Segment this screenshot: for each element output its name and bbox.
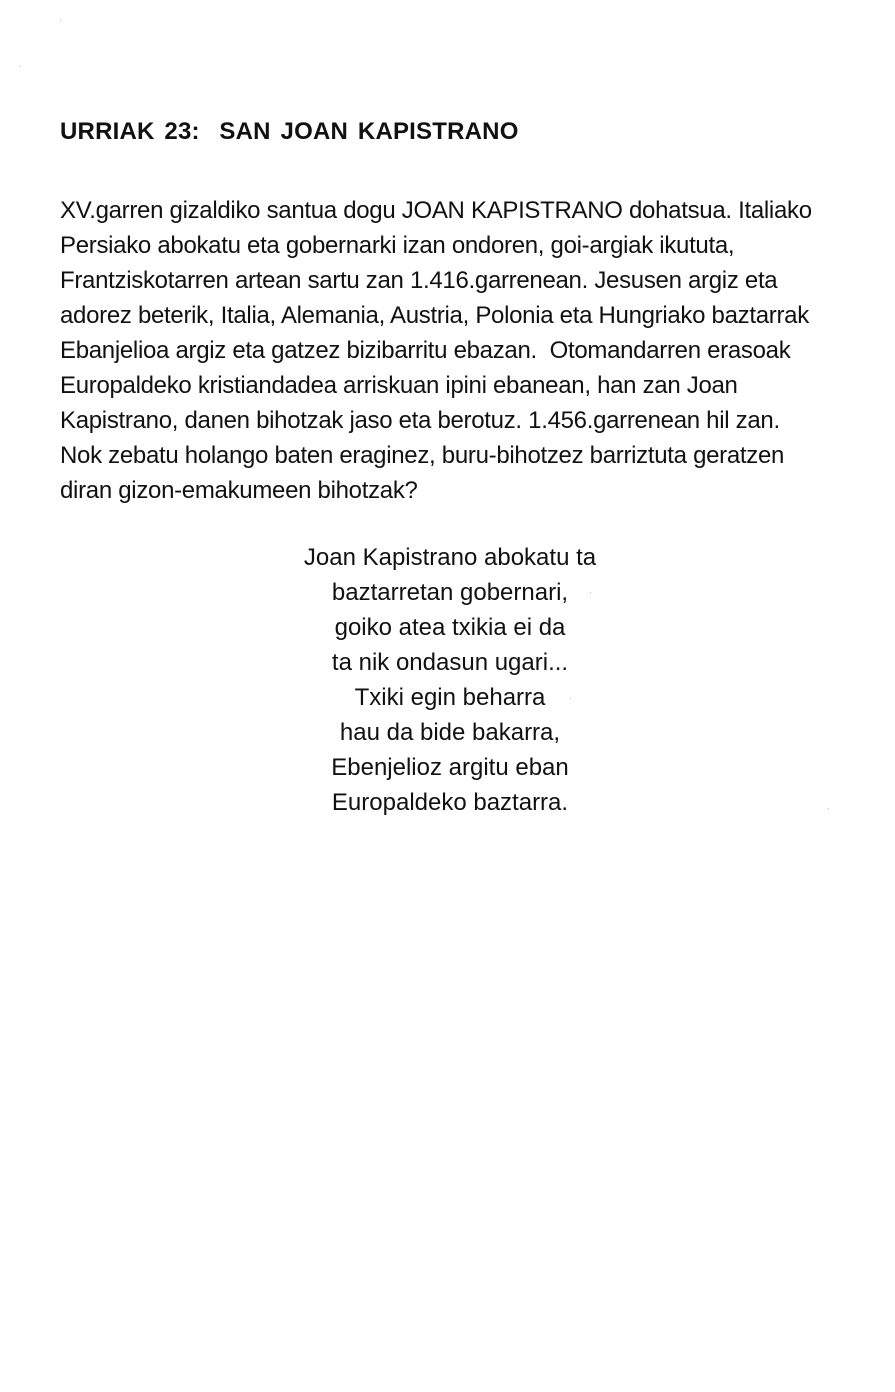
paragraph-line: Persiako abokatu eta gobernarki izan ondoren, goi-argiak ikututa, <box>60 232 735 259</box>
scan-speck <box>20 66 21 67</box>
poem-verse: Joan Kapistrano abokatu ta <box>303 544 597 571</box>
scan-speck <box>60 20 61 21</box>
paragraph-line: Kapistrano, danen bihotzak jaso eta berotuz. 1.456.garrenean hil zan. <box>60 407 780 434</box>
poem-stanza <box>285 540 615 820</box>
paragraph-line: XV.garren gizaldiko santua dogu JOAN KAPISTRANO dohatsua. Italiako <box>60 197 812 224</box>
paragraph-line: adorez beterik, Italia, Alemania, Austria, Polonia eta Hungriako baztarrak <box>60 302 809 329</box>
poem-verse: Europaldeko baztarra. <box>331 789 569 816</box>
paragraph-line: Europaldeko kristiandadea arriskuan ipini ebanean, han zan Joan <box>60 372 738 399</box>
poem-verse: ta nik ondasun ugari... <box>331 649 569 676</box>
poem-verse: Txiki egin beharra <box>354 684 546 711</box>
scan-speck <box>828 808 829 809</box>
page-title: URRIAK 23: SAN JOAN KAPISTRANO <box>60 118 519 145</box>
paragraph-line: Nok zebatu holango baten eraginez, buru-bihotzez barriztuta geratzen <box>60 442 785 469</box>
body-paragraph <box>60 193 860 508</box>
poem-verse: Ebenjelioz argitu eban <box>331 754 569 781</box>
scan-speck <box>590 592 591 593</box>
poem-verse: baztarretan gobernari, <box>331 579 569 606</box>
paragraph-line: diran gizon-emakumeen bihotzak? <box>60 477 418 504</box>
paragraph-line: Ebanjelioa argiz eta gatzez bizibarritu ebazan. Otomandarren erasoak <box>60 337 791 364</box>
poem-verse: goiko atea txikia ei da <box>334 614 566 641</box>
scan-speck <box>570 698 571 699</box>
poem-verse: hau da bide bakarra, <box>339 719 561 746</box>
paragraph-line: Frantziskotarren artean sartu zan 1.416.garrenean. Jesusen argiz eta <box>60 267 778 294</box>
